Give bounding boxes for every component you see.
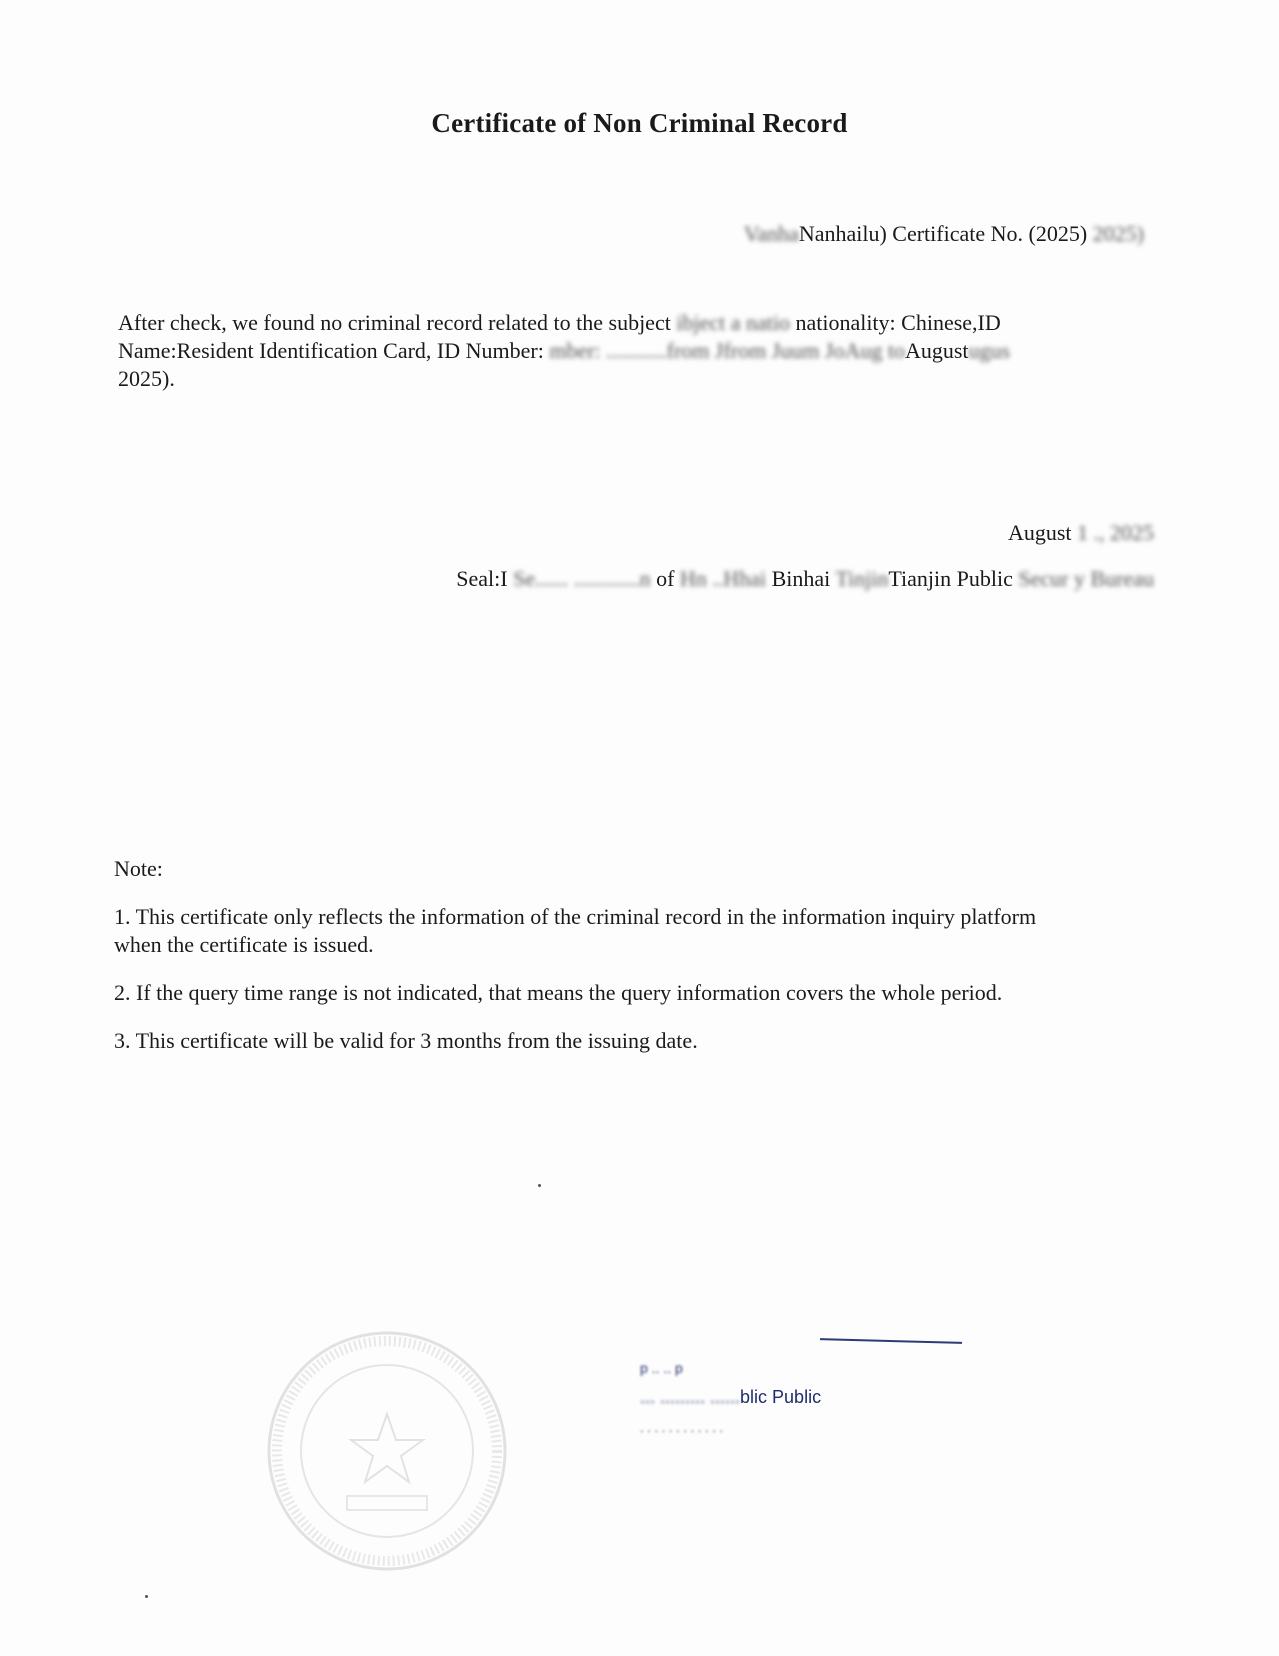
seal-redacted-1: Se...... ............n xyxy=(513,566,651,591)
certificate-number xyxy=(744,221,1144,247)
seal-text-2: Binhai xyxy=(771,566,831,591)
seal-redacted-3: Tinjin xyxy=(835,566,889,591)
seal-text-4: Bureau xyxy=(1090,566,1154,591)
body-line-2-end: August xyxy=(904,338,969,363)
certificate-number-obscured-suffix: 2025) xyxy=(1092,221,1144,246)
note-heading: Note: xyxy=(114,856,163,881)
document-title: Certificate of Non Criminal Record xyxy=(431,108,848,138)
seal-text-1: of xyxy=(656,566,675,591)
body-line-1-redacted: ibject a natio xyxy=(676,310,790,335)
seal-line xyxy=(456,566,1154,592)
note-item-3 xyxy=(114,1027,1174,1055)
note-3-line-1: 3. This certificate will be valid for 3 months from the issuing date. xyxy=(114,1028,698,1053)
signature-small-text: p .. .. p xyxy=(640,1360,683,1376)
signature-main-tail: blic Public xyxy=(740,1387,822,1407)
signature-main-text xyxy=(640,1387,821,1408)
issue-date-month: August xyxy=(1007,520,1072,545)
seal-label: Seal:I xyxy=(456,566,508,591)
certificate-number-obscured-prefix: Vanha xyxy=(743,221,799,246)
body-line-2 xyxy=(118,337,1178,365)
certificate-body xyxy=(118,309,1178,393)
body-line-1-end: nationality: Chinese,ID xyxy=(795,310,1001,335)
body-line-2-redacted-tail: ugus xyxy=(968,338,1011,363)
seal-redacted-4: Secur y xyxy=(1018,566,1085,591)
body-line-1-start: After check, we found no criminal record related to the subject xyxy=(118,310,671,335)
seal-redacted-2: Hn ..Hhai xyxy=(679,566,767,591)
signature-block xyxy=(630,1330,960,1440)
seal-text-3: Tianjin Public xyxy=(888,566,1013,591)
body-line-2-start: Name:Resident Identification Card, ID Number: xyxy=(118,338,544,363)
scan-speck xyxy=(538,1184,541,1187)
notes-list xyxy=(114,903,1174,1075)
body-line-3: 2025). xyxy=(118,366,175,391)
issue-date xyxy=(1008,520,1154,546)
note-item-1 xyxy=(114,903,1174,959)
issue-date-redacted: 1 ., 2025 xyxy=(1077,520,1154,545)
note-item-2 xyxy=(114,979,1174,1007)
signature-main-redacted: ... ......... ...... xyxy=(640,1387,741,1407)
note-1-line-2: when the certificate is issued. xyxy=(114,932,374,957)
body-line-1 xyxy=(118,309,1178,337)
signature-stroke xyxy=(820,1338,962,1344)
body-line-2-redacted: mber: ...........from Jfrom Juum JoAug to xyxy=(549,338,905,363)
signature-bottom-text: . . . . . . . . . . . . xyxy=(640,1420,724,1435)
official-stamp-icon xyxy=(262,1326,512,1576)
note-2-line-1: 2. If the query time range is not indicated, that means the query information covers the whole period. xyxy=(114,980,1003,1005)
certificate-number-text: Nanhailu) Certificate No. (2025) xyxy=(798,221,1088,246)
note-1-line-1: 1. This certificate only reflects the information of the criminal record in the information inquiry platform xyxy=(114,904,1037,929)
scan-speck xyxy=(145,1595,148,1598)
